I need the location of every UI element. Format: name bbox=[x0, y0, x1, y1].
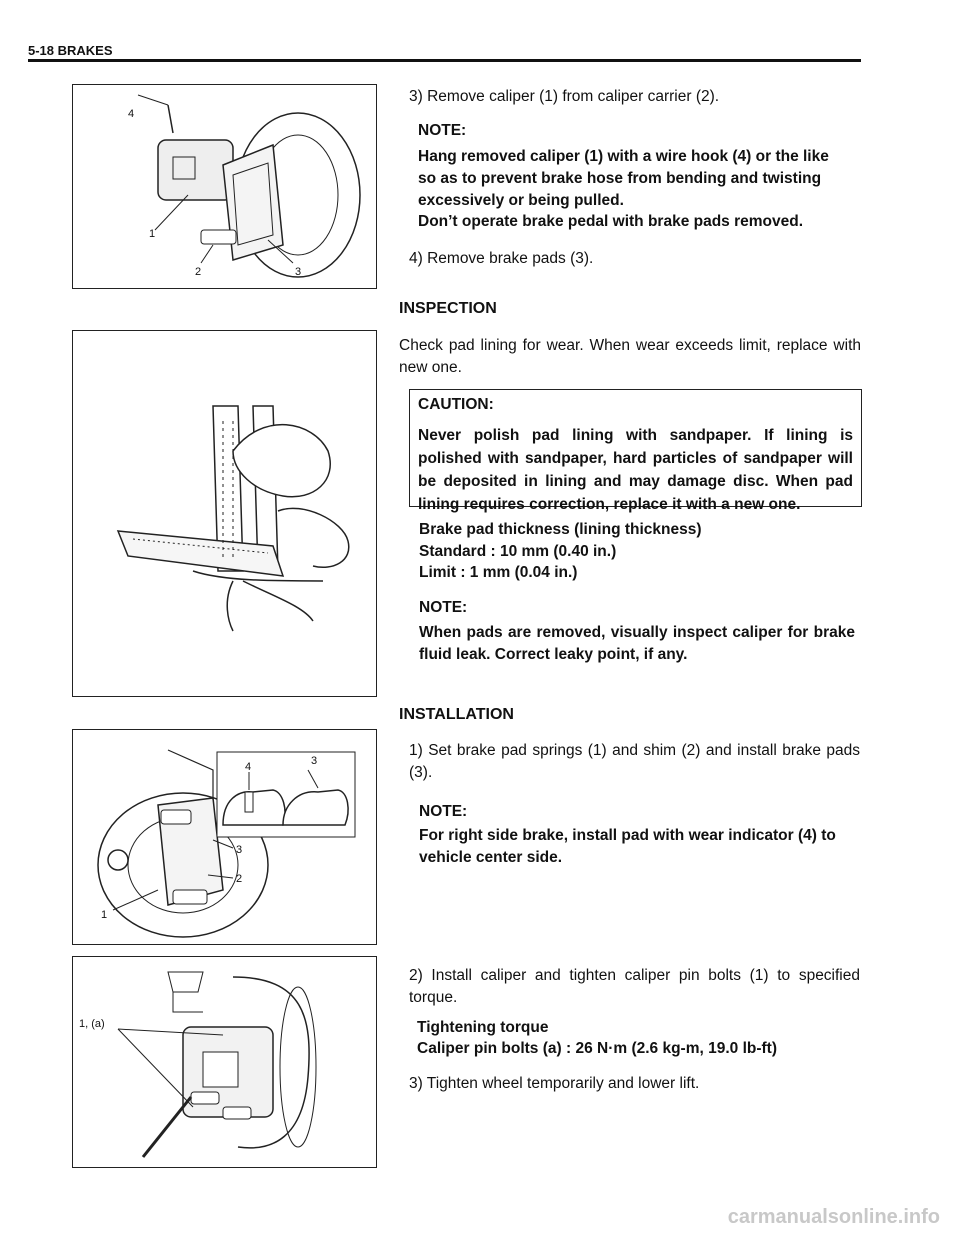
spec-title: Brake pad thickness (lining thickness) bbox=[419, 521, 702, 538]
spec-limit: Limit : 1 mm (0.04 in.) bbox=[419, 564, 578, 581]
figure-caliper-removal bbox=[72, 84, 377, 289]
note-1-line-1: Hang removed caliper (1) with a wire hook (4) or the like bbox=[418, 148, 829, 165]
fig1-label-3: 3 bbox=[295, 266, 302, 278]
note-title-1: NOTE: bbox=[418, 122, 467, 139]
step-set-pad-springs: 1) Set brake pad springs (1) and shim (2) and install brake pads (3). bbox=[409, 742, 860, 781]
note-2-body: When pads are removed, visually inspect caliper for brake fluid leak. Correct leaky point, if any. bbox=[419, 624, 855, 663]
caution-title: CAUTION: bbox=[418, 396, 494, 413]
note-1-line-3: excessively or being pulled. bbox=[418, 192, 624, 209]
fig3-label-3-top: 3 bbox=[311, 755, 318, 767]
fig3-label-2: 2 bbox=[236, 873, 243, 885]
inspection-intro: Check pad lining for wear. When wear exceeds limit, replace with new one. bbox=[399, 337, 861, 376]
page-header: 5-18 BRAKES bbox=[28, 43, 113, 58]
caution-body: Never polish pad lining with sandpaper. If lining is polished with sandpaper, hard particles of sandpaper will be deposited in lining and may damage disc. When pad lining requires correction, replace it with a new one. bbox=[418, 427, 853, 513]
fig3-label-4: 4 bbox=[245, 761, 252, 773]
step-install-caliper: 2) Install caliper and tighten caliper pin bolts (1) to specified torque. bbox=[409, 967, 860, 1006]
figure-pad-measure bbox=[72, 330, 377, 697]
fig1-label-1: 1 bbox=[149, 228, 156, 240]
note-3-body: For right side brake, install pad with wear indicator (4) to vehicle center side. bbox=[419, 827, 836, 866]
step-remove-caliper: 3) Remove caliper (1) from caliper carrier (2). bbox=[409, 88, 720, 105]
torque-value: Caliper pin bolts (a) : 26 N·m (2.6 kg-m, 19.0 lb-ft) bbox=[417, 1040, 777, 1057]
watermark: carmanualsonline.info bbox=[727, 1206, 940, 1228]
note-1-line-2: so as to prevent brake hose from bending and twisting bbox=[418, 170, 822, 187]
fig1-label-4: 4 bbox=[128, 108, 135, 120]
step-tighten-wheel: 3) Tighten wheel temporarily and lower lift. bbox=[409, 1075, 700, 1092]
note-1-line-4: Don’t operate brake pedal with brake pads removed. bbox=[418, 213, 804, 230]
figure-caliper-install bbox=[72, 956, 377, 1168]
section-heading-inspection: INSPECTION bbox=[399, 300, 497, 317]
note-title-2: NOTE: bbox=[419, 599, 468, 616]
note-title-3: NOTE: bbox=[419, 803, 468, 820]
section-heading-installation: INSTALLATION bbox=[399, 706, 514, 723]
header-rule bbox=[28, 59, 861, 62]
step-remove-pads: 4) Remove brake pads (3). bbox=[409, 250, 594, 267]
fig3-label-3: 3 bbox=[236, 844, 243, 856]
torque-title: Tightening torque bbox=[417, 1019, 549, 1036]
fig4-label-1a: 1, (a) bbox=[79, 1018, 105, 1030]
figure-pad-install bbox=[72, 729, 377, 945]
caution-box bbox=[409, 389, 862, 513]
fig3-label-1: 1 bbox=[101, 909, 108, 921]
fig1-label-2: 2 bbox=[195, 266, 202, 278]
spec-standard: Standard : 10 mm (0.40 in.) bbox=[419, 543, 617, 560]
